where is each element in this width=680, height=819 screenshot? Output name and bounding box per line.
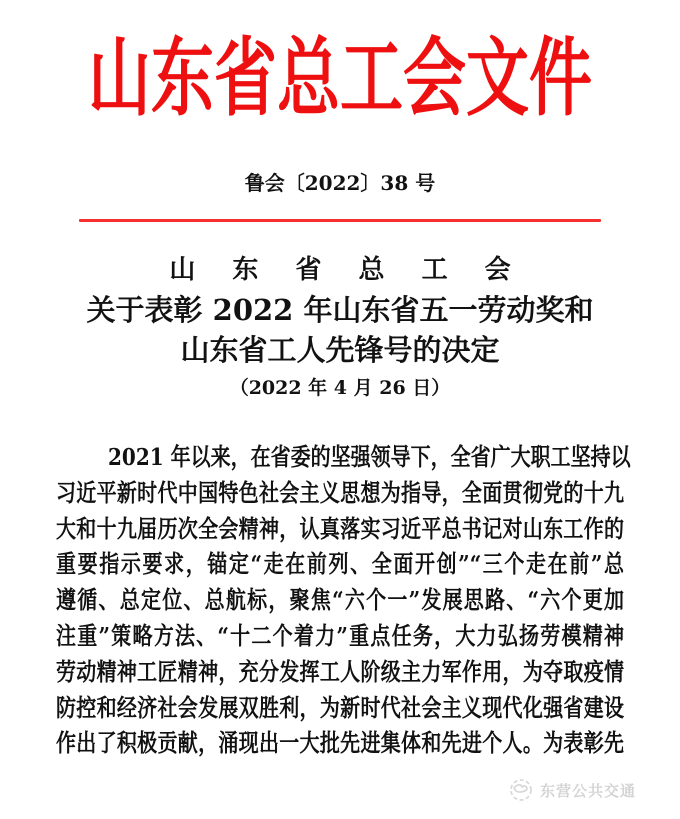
body-paragraph	[56, 440, 631, 762]
document-number: 鲁会〔2022〕38 号	[244, 171, 436, 195]
watermark-label: 东营公共交通	[539, 781, 636, 800]
body-line: 遵循、总定位、总航标，聚焦“六个一”发展思路、“六个更加	[56, 585, 624, 615]
body-line: 大和十九届历次全会精神，认真落实习近平总书记对山东工作的	[56, 514, 624, 543]
body-line: 习近平新时代中国特色社会主义思想为指导，全面贯彻党的十九	[56, 478, 624, 507]
red-divider-line	[79, 219, 601, 222]
body-line: 注重”策略方法、“十二个着力”重点任务，大力弘扬劳模精神	[56, 621, 624, 650]
body-line: 2021 年以来，在省委的坚强领导下，全省广大职工坚持以	[108, 442, 631, 471]
body-line: 重要指示要求，锚定“走在前列、全面开创”“三个走在前”总	[56, 550, 624, 579]
document-title-line1: 关于表彰 2022 年山东省五一劳动奖和	[86, 293, 594, 327]
body-line: 劳动精神工匠精神，充分发挥工人阶级主力军作用，为夺取疫情	[56, 657, 624, 686]
body-line: 作出了积极贡献，涌现出一大批先进集体和先进个人。为表彰先	[56, 729, 624, 758]
document-masthead-title: 山东省总工会文件	[88, 28, 592, 128]
body-line: 防控和经济社会发展双胜利，为新时代社会主义现代化强省建设	[56, 693, 624, 722]
document-date: （2022 年 4 月 26 日）	[229, 377, 451, 399]
transit-logo-icon	[509, 778, 533, 802]
watermark	[509, 777, 636, 803]
issuing-org-heading: 山 东 省 总 工 会	[169, 255, 525, 285]
document-title-line2: 山东省工人先锋号的决定	[180, 333, 500, 367]
